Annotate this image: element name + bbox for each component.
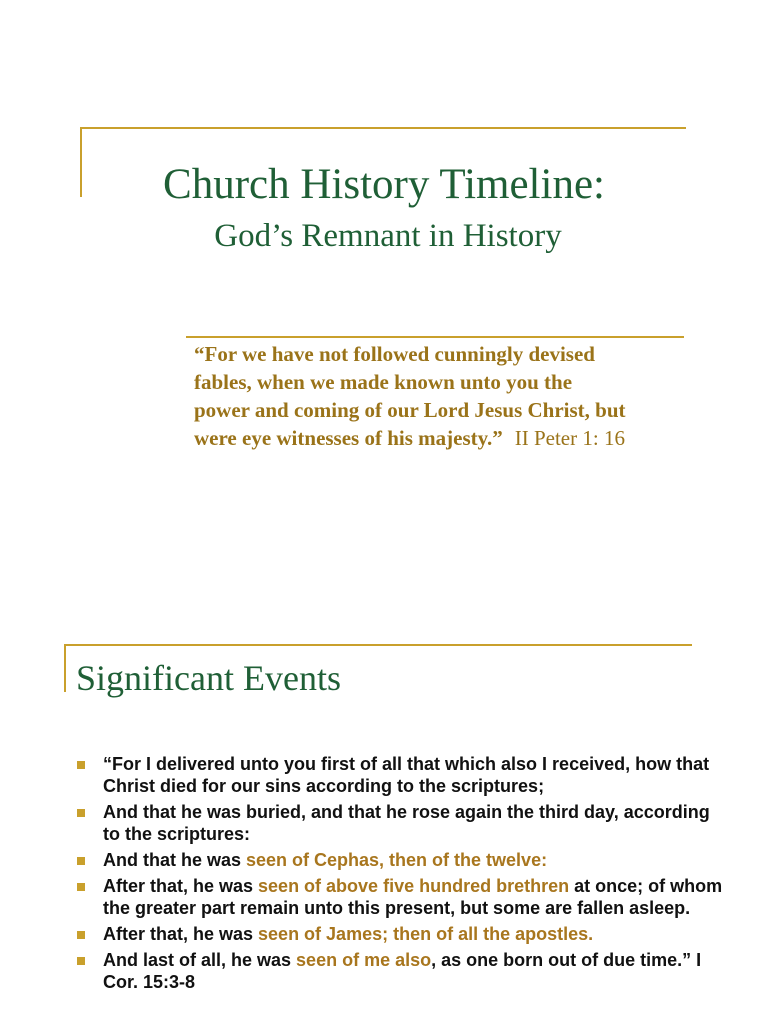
square-bullet-icon xyxy=(77,883,85,891)
bullet-text-pre: And that he was xyxy=(103,850,247,870)
list-item xyxy=(103,801,723,845)
quote-rule xyxy=(186,336,684,338)
bullet-text-pre: After that, he was xyxy=(103,924,259,944)
events-top-rule xyxy=(64,644,692,646)
bullet-text-post: at once; of whom the greater part remain unto this present, but some are fallen asleep. xyxy=(103,876,723,918)
bullet-highlight: seen of me also xyxy=(296,950,432,970)
quote-reference: II Peter 1: 16 xyxy=(514,426,625,450)
list-item xyxy=(103,875,723,919)
quote-line-1: “For we have not followed cunningly devised xyxy=(194,342,595,366)
events-left-rule xyxy=(64,644,66,692)
top-rule xyxy=(80,127,686,129)
bullet-highlight: seen of James; then of all the apostles. xyxy=(258,924,594,944)
bullet-text: And that he was buried, and that he rose again the third day, according to the scriptures: xyxy=(103,802,710,844)
list-item xyxy=(103,753,723,797)
square-bullet-icon xyxy=(77,809,85,817)
quote-line-4 xyxy=(194,424,714,452)
bullet-text-post: , as one born out of due time.” I Cor. 15:3-8 xyxy=(103,950,702,992)
bullet-text-pre: And last of all, he was xyxy=(103,950,297,970)
bullet-highlight: seen of Cephas, then of the twelve: xyxy=(246,850,548,870)
square-bullet-icon xyxy=(77,957,85,965)
slide-subtitle: God’s Remnant in History xyxy=(214,218,562,254)
square-bullet-icon xyxy=(77,931,85,939)
quote-line-2: fables, when we made known unto you the xyxy=(194,370,573,394)
list-item xyxy=(103,949,723,993)
scripture-quote xyxy=(194,340,714,452)
square-bullet-icon xyxy=(77,857,85,865)
events-heading: Significant Events xyxy=(76,658,341,698)
events-slide xyxy=(0,576,768,1024)
bullet-text-pre: After that, he was xyxy=(103,876,259,896)
quote-line-4-text: were eye witnesses of his majesty.” xyxy=(194,426,503,450)
quote-line-3: power and coming of our Lord Jesus Christ, but xyxy=(194,398,626,422)
list-item xyxy=(103,849,723,871)
bullet-highlight: seen of above five hundred brethren xyxy=(258,876,570,896)
bullet-text: “For I delivered unto you first of all that which also I received, how that Christ died for our sins according to the scriptures; xyxy=(103,754,710,796)
square-bullet-icon xyxy=(77,761,85,769)
events-list xyxy=(103,753,723,997)
slide-title: Church History Timeline: xyxy=(163,161,605,208)
list-item xyxy=(103,923,723,945)
